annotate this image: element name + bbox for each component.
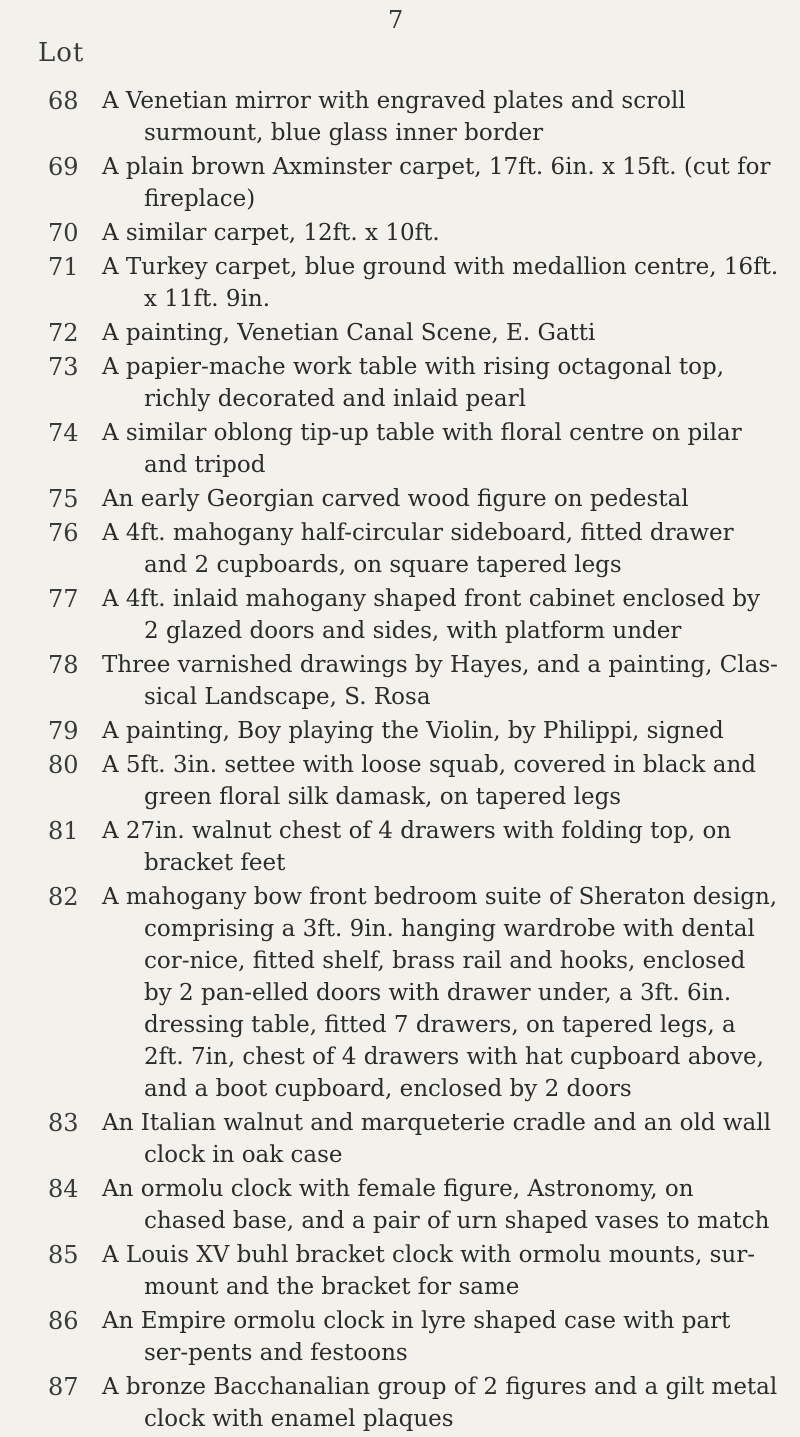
lot-description: A similar oblong tip-up table with floral centre on pilar and tripod	[102, 420, 742, 478]
list-item	[0, 517, 800, 581]
list-item	[0, 217, 800, 249]
lot-number: 72	[48, 319, 79, 347]
lot-list	[0, 85, 800, 1437]
lot-number: 73	[48, 353, 79, 381]
list-item	[0, 417, 800, 481]
lot-description: A similar carpet, 12ft. x 10ft.	[102, 220, 440, 246]
lot-number: 83	[48, 1109, 79, 1137]
lot-number: 86	[48, 1307, 79, 1335]
lot-number: 84	[48, 1175, 79, 1203]
lot-description: A painting, Boy playing the Violin, by Philippi, signed	[102, 718, 724, 744]
lot-description: A mahogany bow front bedroom suite of Sheraton design, comprising a 3ft. 9in. hanging wardrobe with dental cor-nice, fitted shelf, brass rail and hooks, enclosed by 2 pan-elled doors with drawer under, a 3ft. 6in. dressing table, fitted 7 drawers, on tapered legs, a 2ft. 7in, chest of 4 drawers with hat cupboard above, and a boot cupboard, enclosed by 2 doors	[102, 884, 778, 1102]
lot-description: An Empire ormolu clock in lyre shaped case with part ser-pents and festoons	[102, 1308, 731, 1366]
list-item	[0, 1305, 800, 1369]
list-item	[0, 317, 800, 349]
lot-column-header: Lot	[38, 38, 85, 68]
lot-description: A 5ft. 3in. settee with loose squab, covered in black and green floral silk damask, on tapered legs	[102, 752, 756, 810]
lot-number: 77	[48, 585, 79, 613]
lot-description: A Turkey carpet, blue ground with medallion centre, 16ft. x 11ft. 9in.	[102, 254, 779, 312]
lot-description: A 4ft. inlaid mahogany shaped front cabinet enclosed by 2 glazed doors and sides, with platform under	[102, 586, 761, 644]
lot-description: A 27in. walnut chest of 4 drawers with folding top, on bracket feet	[102, 818, 732, 876]
lot-description: A plain brown Axminster carpet, 17ft. 6in. x 15ft. (cut for fireplace)	[102, 154, 771, 212]
lot-description: A 4ft. mahogany half-circular sideboard, fitted drawer and 2 cupboards, on square tapered legs	[102, 520, 734, 578]
lot-number: 87	[48, 1373, 79, 1401]
list-item	[0, 483, 800, 515]
lot-description: A Louis XV buhl bracket clock with ormolu mounts, sur-mount and the bracket for same	[102, 1242, 755, 1300]
lot-number: 80	[48, 751, 79, 779]
list-item	[0, 1107, 800, 1171]
lot-number: 70	[48, 219, 79, 247]
lot-description: A painting, Venetian Canal Scene, E. Gatti	[102, 320, 596, 346]
lot-number: 71	[48, 253, 79, 281]
list-item	[0, 715, 800, 747]
lot-description: A bronze Bacchanalian group of 2 figures and a gilt metal clock with enamel plaques	[102, 1374, 778, 1432]
list-item	[0, 1239, 800, 1303]
lot-number: 81	[48, 817, 79, 845]
list-item	[0, 881, 800, 1105]
lot-description: An Italian walnut and marqueterie cradle and an old wall clock in oak case	[102, 1110, 771, 1168]
list-item	[0, 749, 800, 813]
list-item	[0, 1173, 800, 1237]
lot-description: An ormolu clock with female figure, Astronomy, on chased base, and a pair of urn shaped vases to match	[102, 1176, 770, 1234]
lot-description: A Venetian mirror with engraved plates and scroll surmount, blue glass inner border	[102, 88, 686, 146]
lot-description: An early Georgian carved wood figure on pedestal	[102, 486, 689, 512]
lot-number: 68	[48, 87, 79, 115]
list-item	[0, 649, 800, 713]
list-item	[0, 583, 800, 647]
lot-number: 69	[48, 153, 79, 181]
list-item	[0, 251, 800, 315]
lot-number: 85	[48, 1241, 79, 1269]
lot-number: 78	[48, 651, 79, 679]
list-item	[0, 85, 800, 149]
lot-description: A papier-mache work table with rising octagonal top, richly decorated and inlaid pearl	[102, 354, 725, 412]
list-item	[0, 1371, 800, 1435]
lot-number: 82	[48, 883, 79, 911]
lot-number: 74	[48, 419, 79, 447]
list-item	[0, 815, 800, 879]
lot-description: Three varnished drawings by Hayes, and a painting, Clas-sical Landscape, S. Rosa	[102, 652, 778, 710]
list-item	[0, 351, 800, 415]
page-number: 7	[388, 6, 404, 34]
lot-number: 76	[48, 519, 79, 547]
lot-number: 79	[48, 717, 79, 745]
list-item	[0, 151, 800, 215]
lot-number: 75	[48, 485, 79, 513]
